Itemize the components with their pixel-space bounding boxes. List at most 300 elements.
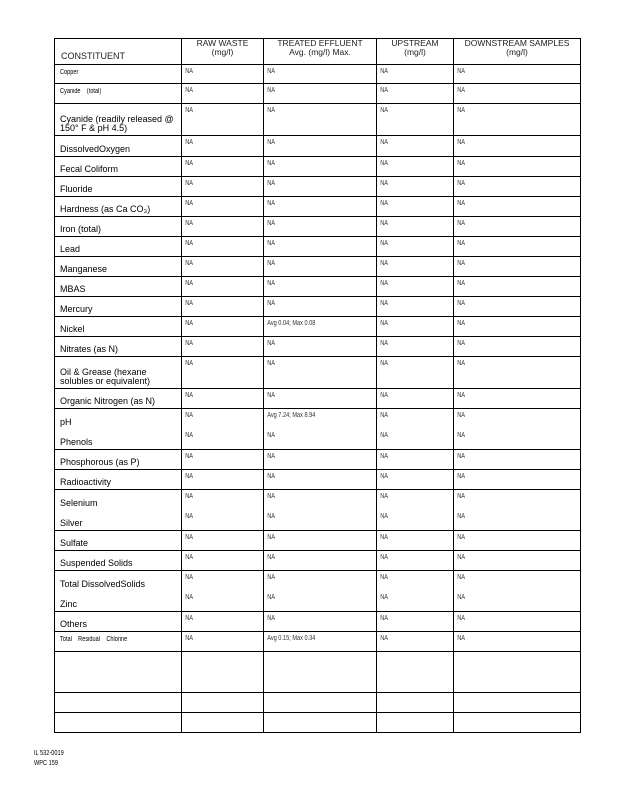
raw-waste-cell[interactable]	[182, 157, 264, 177]
raw-waste-cell[interactable]	[182, 84, 264, 104]
form-id-line1: IL 532-0019	[34, 750, 64, 757]
upstream-cell[interactable]	[377, 693, 454, 713]
raw-waste-cell[interactable]	[182, 217, 264, 237]
constituent-cell[interactable]	[55, 197, 182, 217]
treated-effluent-cell[interactable]	[264, 409, 377, 450]
upstream-cell[interactable]	[377, 551, 454, 571]
constituent-label: Copper	[60, 69, 79, 76]
downstream-samples-cell[interactable]	[454, 531, 581, 551]
table-row	[55, 337, 581, 357]
raw-waste-cell[interactable]	[182, 177, 264, 197]
table-row	[55, 450, 581, 470]
treated-effluent-cell[interactable]	[264, 65, 377, 84]
cell-value: NA	[380, 107, 388, 114]
downstream-samples-cell[interactable]	[454, 317, 581, 337]
upstream-cell[interactable]	[377, 136, 454, 157]
constituent-cell[interactable]	[55, 357, 182, 389]
cell-value: NA	[267, 160, 275, 167]
cell-value: NA	[457, 220, 465, 227]
table-row	[55, 693, 581, 713]
cell-value: NA	[185, 412, 193, 419]
cell-value: NA	[457, 493, 465, 500]
treated-effluent-cell[interactable]	[264, 490, 377, 531]
raw-waste-cell[interactable]	[182, 277, 264, 297]
constituent-cell[interactable]	[55, 490, 182, 531]
cell-value: NA	[185, 300, 193, 307]
constituent-label: Others	[60, 619, 88, 629]
table-row	[55, 237, 581, 257]
upstream-cell[interactable]	[377, 197, 454, 217]
constituent-label: Radioactivity	[60, 477, 112, 487]
constituent-label: Iron (total)	[60, 224, 102, 234]
cell-value: NA	[380, 534, 388, 541]
cell-value: NA	[457, 432, 465, 439]
downstream-samples-cell[interactable]	[454, 217, 581, 237]
downstream-samples-cell[interactable]	[454, 652, 581, 693]
upstream-cell[interactable]	[377, 65, 454, 84]
constituent-label: Mercury	[60, 304, 93, 314]
table-row	[55, 713, 581, 733]
constituent-label: Manganese	[60, 264, 108, 274]
column-header-constituent	[55, 39, 182, 65]
downstream-samples-cell[interactable]	[454, 157, 581, 177]
raw-waste-cell[interactable]	[182, 632, 264, 652]
downstream-samples-cell[interactable]	[454, 297, 581, 317]
cell-value: NA	[267, 432, 275, 439]
upstream-cell[interactable]	[377, 470, 454, 490]
header-text: (mg/l)	[506, 47, 528, 57]
cell-value: NA	[380, 240, 388, 247]
upstream-cell[interactable]	[377, 104, 454, 136]
cell-value: NA	[380, 453, 388, 460]
constituent-label: MBAS	[60, 284, 86, 294]
raw-waste-cell[interactable]	[182, 612, 264, 632]
treated-effluent-cell[interactable]	[264, 237, 377, 257]
cell-value: NA	[267, 534, 275, 541]
constituent-label: pH	[60, 417, 72, 427]
cell-value: NA	[267, 594, 275, 601]
constituent-label: Phenols	[60, 437, 93, 447]
upstream-cell[interactable]	[377, 297, 454, 317]
cell-value: NA	[380, 360, 388, 367]
constituent-cell[interactable]	[55, 337, 182, 357]
raw-waste-cell[interactable]	[182, 297, 264, 317]
upstream-cell[interactable]	[377, 409, 454, 450]
raw-waste-cell[interactable]	[182, 136, 264, 157]
constituent-label: Sulfate	[60, 538, 89, 548]
form-id-line2: WPC 159	[34, 760, 58, 767]
downstream-samples-cell[interactable]	[454, 257, 581, 277]
table-row	[55, 136, 581, 157]
table-row	[55, 531, 581, 551]
downstream-samples-cell[interactable]	[454, 571, 581, 612]
upstream-cell[interactable]	[377, 652, 454, 693]
cell-value: NA	[380, 412, 388, 419]
downstream-samples-cell[interactable]	[454, 389, 581, 409]
treated-effluent-cell[interactable]	[264, 450, 377, 470]
treated-effluent-cell[interactable]	[264, 470, 377, 490]
table-row	[55, 571, 581, 612]
treated-effluent-cell[interactable]	[264, 297, 377, 317]
cell-value: NA	[457, 260, 465, 267]
treated-effluent-cell[interactable]	[264, 531, 377, 551]
constituent-cell[interactable]	[55, 409, 182, 450]
raw-waste-cell[interactable]	[182, 693, 264, 713]
treated-effluent-cell[interactable]	[264, 357, 377, 389]
constituent-cell[interactable]	[55, 389, 182, 409]
raw-waste-cell[interactable]	[182, 337, 264, 357]
cell-value: NA	[380, 300, 388, 307]
cell-value: NA	[457, 412, 465, 419]
constituent-label: Silver	[60, 518, 83, 528]
table-row	[55, 157, 581, 177]
cell-value: NA	[185, 554, 193, 561]
cell-value: NA	[267, 180, 275, 187]
cell-value: NA	[380, 220, 388, 227]
constituent-label: Suspended Solids	[60, 558, 133, 568]
cell-value: NA	[267, 240, 275, 247]
upstream-cell[interactable]	[377, 84, 454, 104]
header-text: DOWNSTREAM SAMPLES	[464, 38, 570, 48]
cell-value: NA	[457, 392, 465, 399]
column-header-treated-effluent	[264, 39, 377, 65]
constituent-label: Lead	[60, 244, 81, 254]
constituent-cell[interactable]	[55, 84, 182, 104]
downstream-samples-cell[interactable]	[454, 337, 581, 357]
constituent-cell[interactable]	[55, 257, 182, 277]
treated-effluent-cell[interactable]	[264, 104, 377, 136]
constituent-label: Cyanide (readily released @ 150° F & pH 4.5)	[60, 114, 174, 133]
treated-effluent-cell[interactable]	[264, 177, 377, 197]
cell-value: NA	[380, 493, 388, 500]
downstream-samples-cell[interactable]	[454, 84, 581, 104]
cell-value: NA	[185, 87, 193, 94]
treated-effluent-cell[interactable]	[264, 389, 377, 409]
constituent-cell[interactable]	[55, 551, 182, 571]
cell-value: NA	[457, 534, 465, 541]
constituent-label: Zinc	[60, 599, 78, 609]
raw-waste-cell[interactable]	[182, 409, 264, 450]
raw-waste-cell[interactable]	[182, 357, 264, 389]
cell-value: NA	[267, 260, 275, 267]
raw-waste-cell[interactable]	[182, 197, 264, 217]
cell-value: NA	[457, 513, 465, 520]
downstream-samples-cell[interactable]	[454, 713, 581, 733]
cell-value: NA	[380, 340, 388, 347]
upstream-cell[interactable]	[377, 157, 454, 177]
cell-value: NA	[267, 68, 275, 75]
cell-value: NA	[457, 139, 465, 146]
cell-value: NA	[457, 68, 465, 75]
cell-value: NA	[457, 160, 465, 167]
cell-value: NA	[457, 574, 465, 581]
constituent-label: Fluoride	[60, 184, 93, 194]
cell-value: NA	[185, 473, 193, 480]
table-row	[55, 65, 581, 84]
constituent-cell[interactable]	[55, 297, 182, 317]
downstream-samples-cell[interactable]	[454, 277, 581, 297]
cell-value: NA	[380, 160, 388, 167]
constituent-cell[interactable]	[55, 693, 182, 713]
constituent-label: Nitrates (as N)	[60, 344, 119, 354]
constituent-cell[interactable]	[55, 177, 182, 197]
downstream-samples-cell[interactable]	[454, 612, 581, 632]
treated-effluent-cell[interactable]	[264, 217, 377, 237]
table-row	[55, 551, 581, 571]
cell-value: NA	[380, 635, 388, 642]
downstream-samples-cell[interactable]	[454, 632, 581, 652]
constituent-label: Fecal Coliform	[60, 164, 119, 174]
treated-effluent-cell[interactable]	[264, 337, 377, 357]
table-row	[55, 470, 581, 490]
downstream-samples-cell[interactable]	[454, 237, 581, 257]
cell-value: NA	[185, 594, 193, 601]
table-row	[55, 389, 581, 409]
upstream-cell[interactable]	[377, 317, 454, 337]
constituent-cell[interactable]	[55, 237, 182, 257]
header-text: TREATED EFFLUENT	[277, 38, 363, 48]
cell-value: NA	[380, 594, 388, 601]
table-row	[55, 104, 581, 136]
cell-value: NA	[457, 87, 465, 94]
constituent-cell[interactable]	[55, 317, 182, 337]
constituent-label: DissolvedOxygen	[60, 144, 131, 154]
header-row	[55, 39, 581, 65]
cell-value: NA	[185, 574, 193, 581]
header-text: RAW WASTE	[196, 38, 249, 48]
cell-value: NA	[380, 574, 388, 581]
upstream-cell[interactable]	[377, 450, 454, 470]
cell-value: NA	[267, 200, 275, 207]
cell-value: NA	[185, 260, 193, 267]
cell-value: NA	[185, 280, 193, 287]
table-row	[55, 297, 581, 317]
cell-value: NA	[267, 554, 275, 561]
cell-value: NA	[267, 493, 275, 500]
cell-value: NA	[185, 68, 193, 75]
cell-value: NA	[185, 615, 193, 622]
table-row	[55, 277, 581, 297]
constituent-cell[interactable]	[55, 104, 182, 136]
header-text: CONSTITUENT	[61, 51, 125, 61]
downstream-samples-cell[interactable]	[454, 490, 581, 531]
raw-waste-cell[interactable]	[182, 470, 264, 490]
cell-value: NA	[457, 240, 465, 247]
constituent-cell[interactable]	[55, 217, 182, 237]
constituent-cell[interactable]	[55, 612, 182, 632]
cell-value: NA	[380, 280, 388, 287]
table-row	[55, 409, 581, 450]
upstream-cell[interactable]	[377, 337, 454, 357]
treated-effluent-cell[interactable]	[264, 197, 377, 217]
downstream-samples-cell[interactable]	[454, 409, 581, 450]
raw-waste-cell[interactable]	[182, 317, 264, 337]
raw-waste-cell[interactable]	[182, 257, 264, 277]
raw-waste-cell[interactable]	[182, 65, 264, 84]
cell-value: NA	[267, 574, 275, 581]
downstream-samples-cell[interactable]	[454, 136, 581, 157]
treated-effluent-cell[interactable]	[264, 136, 377, 157]
downstream-samples-cell[interactable]	[454, 470, 581, 490]
constituent-cell[interactable]	[55, 136, 182, 157]
cell-value: Avg 0.15; Max 0.34	[267, 635, 316, 642]
treated-effluent-cell[interactable]	[264, 571, 377, 612]
treated-effluent-cell[interactable]	[264, 84, 377, 104]
cell-value: Avg 0.04; Max 0.08	[267, 320, 316, 327]
cell-value: NA	[380, 139, 388, 146]
cell-value: NA	[380, 473, 388, 480]
cell-value: NA	[380, 260, 388, 267]
constituent-cell[interactable]	[55, 632, 182, 652]
header-text: Avg. (mg/l) Max.	[289, 47, 351, 57]
header-text: (mg/l)	[404, 47, 426, 57]
cell-value: NA	[185, 493, 193, 500]
treated-effluent-cell[interactable]	[264, 277, 377, 297]
cell-value: NA	[267, 453, 275, 460]
cell-value: NA	[267, 87, 275, 94]
cell-value: NA	[267, 392, 275, 399]
treated-effluent-cell[interactable]	[264, 632, 377, 652]
cell-value: NA	[380, 68, 388, 75]
cell-value: NA	[380, 432, 388, 439]
cell-value: NA	[457, 554, 465, 561]
constituent-cell[interactable]	[55, 531, 182, 551]
raw-waste-cell[interactable]	[182, 490, 264, 531]
treated-effluent-cell[interactable]	[264, 713, 377, 733]
table-row	[55, 257, 581, 277]
upstream-cell[interactable]	[377, 531, 454, 551]
cell-value: NA	[380, 615, 388, 622]
raw-waste-cell[interactable]	[182, 450, 264, 470]
cell-value: NA	[457, 200, 465, 207]
cell-value: NA	[185, 340, 193, 347]
constituent-label: Total DissolvedSolids	[60, 579, 146, 589]
treated-effluent-cell[interactable]	[264, 612, 377, 632]
upstream-cell[interactable]	[377, 237, 454, 257]
cell-value: NA	[185, 139, 193, 146]
raw-waste-cell[interactable]	[182, 389, 264, 409]
table-row	[55, 317, 581, 337]
constituent-label: Cyanide (total)	[60, 88, 102, 95]
upstream-cell[interactable]	[377, 357, 454, 389]
cell-value: NA	[380, 513, 388, 520]
cell-value: NA	[457, 360, 465, 367]
table-row	[55, 217, 581, 237]
cell-value: NA	[185, 453, 193, 460]
raw-waste-cell[interactable]	[182, 713, 264, 733]
constituent-label: Total Residual Chlorine	[60, 636, 128, 643]
cell-value: NA	[380, 392, 388, 399]
downstream-samples-cell[interactable]	[454, 104, 581, 136]
cell-value: NA	[185, 180, 193, 187]
raw-waste-cell[interactable]	[182, 652, 264, 693]
cell-value: NA	[457, 594, 465, 601]
cell-value: NA	[457, 280, 465, 287]
upstream-cell[interactable]	[377, 217, 454, 237]
upstream-cell[interactable]	[377, 713, 454, 733]
downstream-samples-cell[interactable]	[454, 693, 581, 713]
cell-value: NA	[380, 320, 388, 327]
table-row	[55, 652, 581, 693]
treated-effluent-cell[interactable]	[264, 257, 377, 277]
upstream-cell[interactable]	[377, 632, 454, 652]
table-row	[55, 357, 581, 389]
cell-value: NA	[185, 320, 193, 327]
raw-waste-cell[interactable]	[182, 551, 264, 571]
constituent-label: Selenium	[60, 498, 98, 508]
treated-effluent-cell[interactable]	[264, 551, 377, 571]
constituent-cell[interactable]	[55, 713, 182, 733]
constituent-label: Oil & Grease (hexane solubles or equivalent)	[60, 367, 151, 386]
cell-value: NA	[267, 107, 275, 114]
raw-waste-cell[interactable]	[182, 531, 264, 551]
constituent-cell[interactable]	[55, 65, 182, 84]
constituent-label: Hardness (as Ca CO₃)	[60, 204, 151, 214]
upstream-cell[interactable]	[377, 257, 454, 277]
constituent-label: Nickel	[60, 324, 85, 334]
cell-value: NA	[185, 432, 193, 439]
upstream-cell[interactable]	[377, 612, 454, 632]
downstream-samples-cell[interactable]	[454, 65, 581, 84]
cell-value: NA	[185, 513, 193, 520]
cell-value: NA	[457, 320, 465, 327]
treated-effluent-cell[interactable]	[264, 317, 377, 337]
cell-value: NA	[457, 180, 465, 187]
downstream-samples-cell[interactable]	[454, 197, 581, 217]
raw-waste-cell[interactable]	[182, 104, 264, 136]
upstream-cell[interactable]	[377, 389, 454, 409]
raw-waste-cell[interactable]	[182, 237, 264, 257]
upstream-cell[interactable]	[377, 277, 454, 297]
cell-value: NA	[457, 107, 465, 114]
constituent-cell[interactable]	[55, 470, 182, 490]
constituent-cell[interactable]	[55, 450, 182, 470]
column-header-upstream	[377, 39, 454, 65]
cell-value: NA	[267, 360, 275, 367]
cell-value: NA	[457, 340, 465, 347]
downstream-samples-cell[interactable]	[454, 450, 581, 470]
treated-effluent-cell[interactable]	[264, 652, 377, 693]
cell-value: NA	[185, 160, 193, 167]
treated-effluent-cell[interactable]	[264, 157, 377, 177]
cell-value: NA	[185, 220, 193, 227]
cell-value: NA	[457, 300, 465, 307]
table-row	[55, 177, 581, 197]
constituent-cell[interactable]	[55, 157, 182, 177]
constituent-label: Organic Nitrogen (as N)	[60, 396, 156, 406]
downstream-samples-cell[interactable]	[454, 357, 581, 389]
cell-value: NA	[267, 513, 275, 520]
constituent-cell[interactable]	[55, 571, 182, 612]
raw-waste-cell[interactable]	[182, 571, 264, 612]
constituent-cell[interactable]	[55, 277, 182, 297]
treated-effluent-cell[interactable]	[264, 693, 377, 713]
cell-value: NA	[185, 360, 193, 367]
downstream-samples-cell[interactable]	[454, 177, 581, 197]
cell-value: NA	[457, 635, 465, 642]
table-row	[55, 84, 581, 104]
cell-value: NA	[457, 615, 465, 622]
upstream-cell[interactable]	[377, 571, 454, 612]
cell-value: NA	[380, 200, 388, 207]
downstream-samples-cell[interactable]	[454, 551, 581, 571]
cell-value: NA	[457, 473, 465, 480]
upstream-cell[interactable]	[377, 490, 454, 531]
constituent-cell[interactable]	[55, 652, 182, 693]
table-row	[55, 197, 581, 217]
table-row	[55, 612, 581, 632]
upstream-cell[interactable]	[377, 177, 454, 197]
